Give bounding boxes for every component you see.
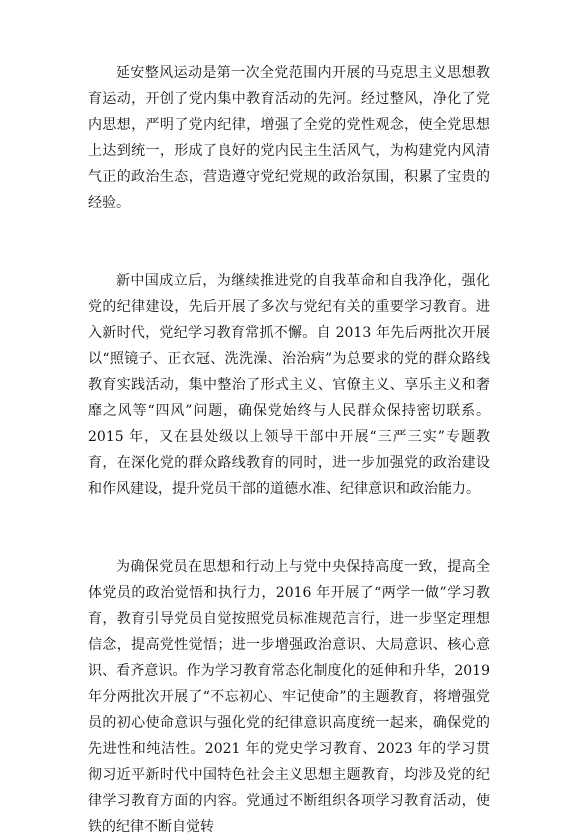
paragraph-new-china-discipline-education: 新中国成立后，为继续推进党的自我革命和自我净化，强化党的纪律建设，先后开展了多次与党纪有关的重要学习教育。进入新时代，党纪学习教育常抓不懈。自 2013 年先后两批次开展以“照镜子、正衣冠、洗洗澡、治治病”为总要求的党的群众路线教育实践活动，集中整治了形式主义、官僚主义、享乐主义和奢靡之风等“四风”问题，确保党始终与人民群众保持密切联系。2015 年，又在县处级以上领导干部中开展“三严三实”专题教育，在深化党的群众路线教育的同时，进一步加强党的政治建设和作风建设，提升党员干部的道德水准、纪律意识和政治能力。: [88, 273, 490, 497]
paragraph-spacer: [88, 216, 490, 268]
paragraph-yanan-rectification: 延安整风运动是第一次全党范围内开展的马克思主义思想教育运动，开创了党内集中教育活动的先河。经过整风，净化了党内思想，严明了党内纪律，增强了全党的党性观念，使全党思想上达到统一，形成了良好的党内民主生活风气，为构建党内风清气正的政治生态，营造遵守党纪党规的政治氛围，积累了宝贵的经验。: [88, 65, 490, 211]
paragraph-party-consistency-education: 为确保党员在思想和行动上与党中央保持高度一致，提高全体党员的政治觉悟和执行力，2016 年开展了“两学一做”学习教育，教育引导党员自觉按照党员标准规范言行，进一步坚定理想信念，提高党性觉悟；进一步增强政治意识、大局意识、核心意识、看齐意识。作为学习教育常态化制度化的延伸和升华，2019 年分两批次开展了“不忘初心、牢记使命”的主题教育，将增强党员的初心使命意识与强化党的纪律意识高度统一起来，确保党的先进性和纯洁性。2021 年的党史学习教育、2023 年的学习贯彻习近平新时代中国特色社会主义思想主题教育，均涉及党的纪律学习教育方面的内容。党通过不断组织各项学习教育活动，使铁的纪律不断自觉转: [88, 559, 490, 835]
paragraph-spacer: [88, 502, 490, 554]
